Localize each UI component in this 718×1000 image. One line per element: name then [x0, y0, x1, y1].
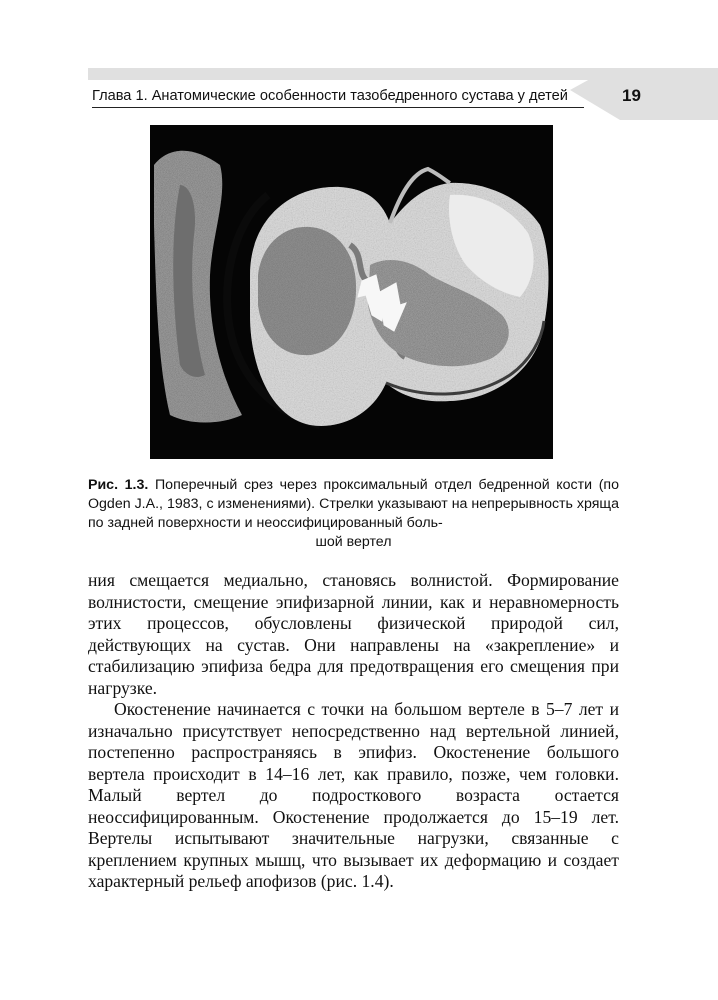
figure [150, 125, 553, 459]
caption-text-last-line: шой вертел [315, 534, 392, 550]
page-number: 19 [622, 86, 641, 105]
paragraph-2: Окостенение начинается с точки на большом вертеле в 5–7 лет и изначально присутствует непосредственно над вертельной линией, постепенно распространяясь в эпифиз. Окостенение большого вертела происходит в 14–16 лет, как правило, позже, чем головки. Малый вертел до подросткового возраста остается неоссифицированным. Окостенение продолжается до 15–19 лет. Вертелы испытывают значительные нагрузки, связанные с креплением крупных мышц, что вызывает их деформацию и создает характерный рельеф апофизов (рис. 1.4). [88, 699, 619, 891]
header-band [88, 68, 613, 80]
running-head: Глава 1. Анатомические особенности тазобедренного сустава у детей [92, 88, 584, 108]
caption-text: Поперечный срез через проксимальный отдел бедренной кости (по Ogden J.A., 1983, с изменениями). Стрелки указывают на непрерывность хряща по задней поверхности и неоссифицированный боль- [88, 477, 619, 531]
body-text [88, 570, 619, 893]
figure-caption [88, 476, 619, 552]
caption-label: Рис. 1.3. [88, 477, 149, 493]
paragraph-1: ния смещается медиально, становясь волнистой. Формирование волнистости, смещение эпифизарной линии, как и неравномерность этих процессов, обусловлены физической природой сил, действующих на сустав. Они направлены на «закрепление» и стабилизацию эпифиза бедра для предотвращения его смещения при нагрузке. [88, 570, 619, 698]
femur-cross-section-photo [150, 125, 553, 459]
